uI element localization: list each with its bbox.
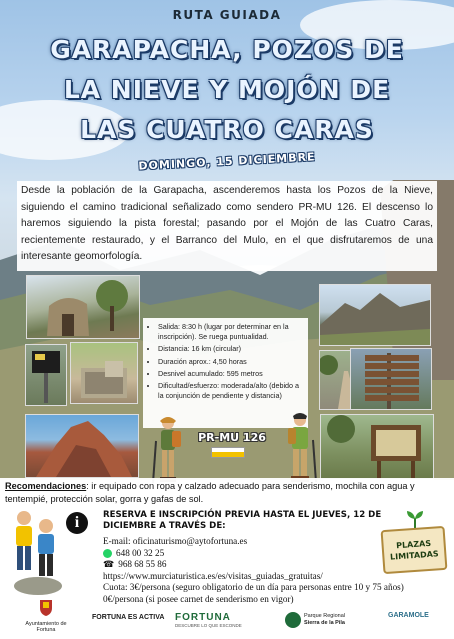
photo-stone-well bbox=[70, 342, 138, 404]
fee-row-1 bbox=[103, 582, 423, 594]
fee-row-2 bbox=[103, 594, 423, 606]
garamole-logo: GARAMOLE bbox=[388, 612, 429, 619]
phone-1[interactable]: 648 00 32 25 bbox=[116, 547, 165, 558]
event-date: DOMINGO, 15 DICIEMBRE bbox=[138, 150, 316, 173]
parque-leaf-icon bbox=[285, 612, 301, 628]
info-icon: i bbox=[66, 512, 88, 534]
fortuna-logo-tagline: DESCUBRE LO QUE ESCONDE bbox=[175, 623, 242, 628]
parque-line-2: Sierra de la Pila bbox=[304, 620, 345, 626]
whatsapp-icon bbox=[103, 549, 112, 558]
photo-direction-signpost bbox=[350, 348, 432, 410]
parque-regional-logo bbox=[285, 612, 365, 628]
trail-marker-icon bbox=[211, 447, 245, 458]
recommendations-text: : ir equipado con ropa y calzado adecuado para senderismo, mochila con agua y tentempié, protección solar, gorra y gafas de sol. bbox=[5, 481, 415, 504]
photo-route-board bbox=[320, 414, 434, 480]
reservation-heading-line-2: DICIEMBRE A TRAVÉS DE: bbox=[103, 521, 226, 531]
detail-elevation: • Desnivel acumulado: 595 metros bbox=[158, 369, 303, 379]
page-title bbox=[10, 30, 444, 150]
fortuna-logo-text: FORTUNA bbox=[175, 612, 231, 623]
fee-line-1: Cuota: 3€/persona (seguro obligatorio de un día para personas entre 10 y 75 años) bbox=[103, 582, 404, 593]
title-line-1: GARAPACHA, POZOS DE bbox=[50, 35, 404, 64]
ayuntamiento-line-2: Fortuna bbox=[36, 627, 56, 633]
recommendations-label: Recomendaciones bbox=[5, 481, 87, 491]
reservation-heading bbox=[103, 510, 393, 532]
ayuntamiento-line-1: Ayuntamiento de bbox=[25, 621, 67, 627]
coat-of-arms-icon bbox=[38, 598, 54, 616]
limited-places-badge bbox=[381, 526, 448, 574]
fee-line-2: 0€/persona (si posee carnet de senderismo en vigor) bbox=[103, 593, 294, 604]
ayuntamiento-logo bbox=[24, 598, 68, 633]
fortuna-logo bbox=[175, 612, 265, 628]
contact-info bbox=[103, 536, 423, 606]
detail-distance: • Distancia: 16 km (circular) bbox=[158, 344, 303, 354]
route-details-list bbox=[149, 322, 303, 401]
email-text[interactable]: E-mail: oficinaturismo@aytofortuna.es bbox=[103, 536, 248, 546]
title-line-3: LAS CUATRO CARAS bbox=[80, 115, 374, 144]
badge-line-2: LIMITADAS bbox=[389, 549, 439, 562]
photo-snow-well-ruin bbox=[26, 275, 140, 339]
detail-departure: • Salida: 8:30 h (lugar por determinar en la inscripción). Se ruega puntualidad. bbox=[158, 322, 303, 342]
trail-code-label: PR-MU 126 bbox=[198, 431, 266, 444]
sprout-icon bbox=[405, 510, 425, 528]
phone-row-1 bbox=[103, 548, 423, 560]
detail-difficulty: • Dificultad/esfuerzo: moderada/alto (debido a la conjunción de pendiente y distancia) bbox=[158, 381, 303, 401]
hiker-illustration-left bbox=[150, 415, 190, 487]
sponsor-logos bbox=[0, 610, 454, 639]
title-line-2: LA NIEVE Y MOJÓN DE bbox=[63, 75, 391, 104]
parque-line-1: Parque Regional bbox=[304, 613, 345, 619]
hiker-illustration-right bbox=[280, 412, 320, 486]
web-row bbox=[103, 571, 423, 583]
phone-row-2 bbox=[103, 559, 423, 571]
fortuna-activa-logo: FORTUNA ES ACTIVA bbox=[92, 614, 165, 621]
route-description: Desde la población de la Garapacha, ascenderemos hasta los Pozos de la Nieve, siguiendo el camino tradicional señalizado como sendero PR-MU 126. El descenso lo haremos siguiendo la pista forestal; pasando por el Mojón de las Cuatro Caras, recientemente restaurado, y el Barranco del Mulo, en el que disfrutaremos de una interesante geomorfología. bbox=[17, 181, 437, 271]
photo-rock-formation bbox=[25, 414, 139, 478]
web-link[interactable]: https://www.murciaturistica.es/es/visitas_guiadas_gratuitas/ bbox=[103, 570, 323, 581]
detail-duration: • Duración aprox.: 4,50 horas bbox=[158, 357, 303, 367]
recommendations bbox=[0, 478, 454, 514]
reservation-heading-line-1: RESERVA E INSCRIPCIÓN PREVIA HASTA EL JUEVES, 12 DE bbox=[103, 510, 382, 520]
email-row bbox=[103, 536, 423, 548]
phone-icon: ☎ bbox=[103, 559, 115, 570]
hikers-cartoon-icon bbox=[8, 508, 63, 596]
photo-info-sign bbox=[25, 344, 67, 406]
phone-2[interactable]: 968 68 55 86 bbox=[118, 559, 167, 570]
badge-line-1: PLAZAS bbox=[395, 538, 432, 551]
photo-mountain-view bbox=[319, 284, 431, 346]
event-kicker: RUTA GUIADA bbox=[172, 8, 282, 22]
